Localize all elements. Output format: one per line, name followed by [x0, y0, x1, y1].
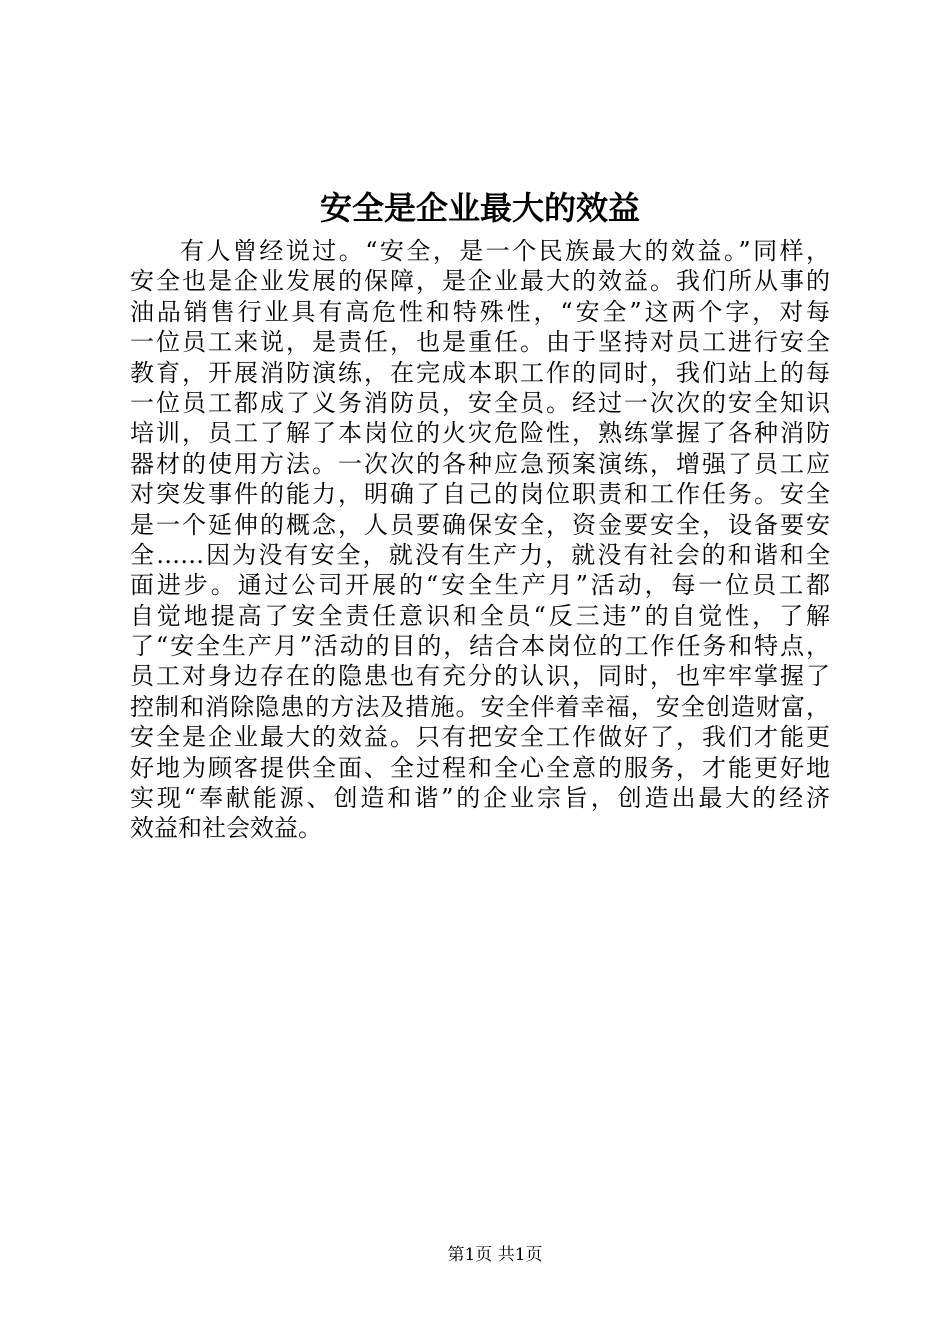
body-line: 全……因为没有安全，就没有生产力，就没有社会的和谐和全	[130, 540, 830, 569]
body-line: 培训，员工了解了本岗位的火灾危险性，熟练掌握了各种消防	[130, 419, 830, 448]
document-body	[130, 236, 830, 844]
body-line: 油品销售行业具有高危性和特殊性，“安全”这两个字，对每	[130, 297, 830, 326]
body-line: 安全是企业最大的效益。只有把安全工作做好了，我们才能更	[130, 723, 830, 752]
body-line: 一位员工来说，是责任，也是重任。由于坚持对员工进行安全	[130, 328, 830, 357]
body-line: 控制和消除隐患的方法及措施。安全伴着幸福，安全创造财富，	[130, 692, 830, 721]
body-line: 对突发事件的能力，明确了自己的岗位职责和工作任务。安全	[130, 480, 830, 509]
body-line: 一位员工都成了义务消防员，安全员。经过一次次的安全知识	[130, 388, 830, 417]
body-line: 教育，开展消防演练，在完成本职工作的同时，我们站上的每	[130, 358, 830, 387]
body-line: 面进步。通过公司开展的“安全生产月”活动，每一位员工都	[130, 571, 830, 600]
body-line: 实现“奉献能源、创造和谐”的企业宗旨，创造出最大的经济	[130, 784, 830, 813]
body-line: 效益和社会效益。	[130, 814, 322, 843]
body-line: 员工对身边存在的隐患也有充分的认识，同时，也牢牢掌握了	[130, 662, 830, 691]
body-line: 是一个延伸的概念，人员要确保安全，资金要安全，设备要安	[130, 510, 830, 539]
body-line: 器材的使用方法。一次次的各种应急预案演练，增强了员工应	[130, 449, 830, 478]
body-line: 好地为顾客提供全面、全过程和全心全意的服务，才能更好地	[130, 753, 830, 782]
body-line: 有人曾经说过。“安全，是一个民族最大的效益。”同样，	[180, 237, 830, 265]
body-line: 安全也是企业发展的保障，是企业最大的效益。我们所从事的	[130, 267, 830, 296]
body-line: 了“安全生产月”活动的目的，结合本岗位的工作任务和特点，	[130, 632, 830, 661]
document-title: 安全是企业最大的效益	[319, 189, 640, 227]
page-number-footer: 第1页 共1页	[447, 1245, 543, 1265]
body-line: 自觉地提高了安全责任意识和全员“反三违”的自觉性，了解	[130, 601, 830, 630]
